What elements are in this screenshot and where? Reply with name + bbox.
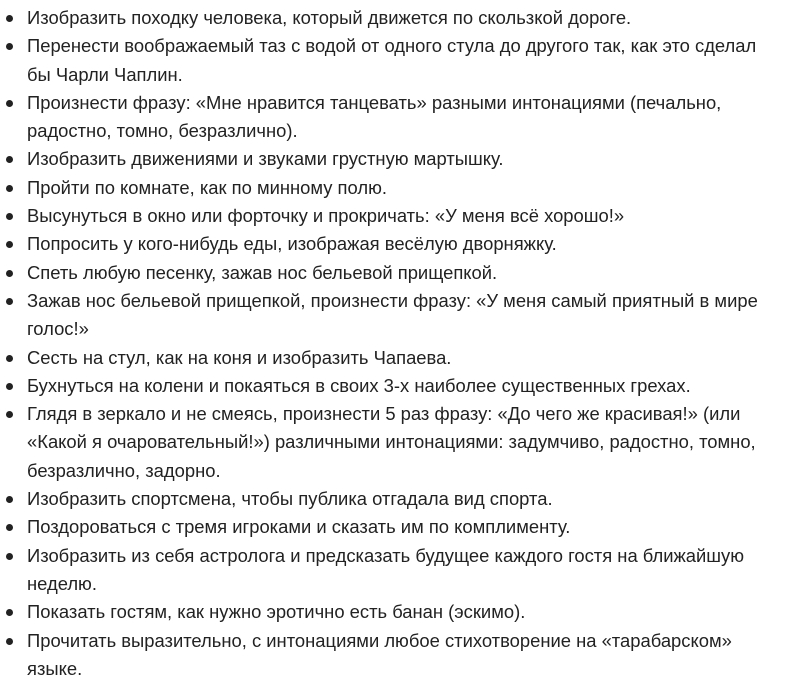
- list-item: [0, 145, 800, 173]
- list-item: [0, 598, 800, 626]
- list-item: [0, 372, 800, 400]
- list-item-text: Попросить у кого-нибудь еды, изображая весёлую дворняжку.: [27, 233, 557, 255]
- bullet-icon: [6, 496, 13, 503]
- bullet-icon: [6, 553, 13, 560]
- list-item-text: Показать гостям, как нужно эротично есть банан (эскимо).: [27, 601, 526, 623]
- list-item-text: Поздороваться с тремя игроками и сказать им по комплименту.: [27, 516, 571, 538]
- list-item-text: Пройти по комнате, как по минному полю.: [27, 176, 387, 198]
- list-item-text: Изобразить из себя астролога и предсказать будущее каждого гостя на ближайшую неделю.: [27, 544, 745, 594]
- bullet-icon: [6, 355, 13, 362]
- bullet-icon: [6, 15, 13, 22]
- list-item: [0, 513, 800, 541]
- list-item-text: Изобразить походку человека, который движется по скользкой дороге.: [27, 7, 632, 28]
- list-item: [0, 287, 800, 344]
- bullet-icon: [6, 213, 13, 220]
- list-item-text: Зажав нос бельевой прищепкой, произнести фразу: «У меня самый приятный в мире голос!»: [27, 289, 758, 340]
- list-item: [0, 202, 800, 230]
- list-item-text: Глядя в зеркало и не смеясь, произнести 5 раз фразу: «До чего же красивая!» (или «Какой я очаровательный!») различными интонациями: задумчиво, радостно, томно, безразлично, задорно.: [27, 403, 756, 481]
- list-item: [0, 344, 800, 372]
- list-item-text: Сесть на стул, как на коня и изобразить Чапаева.: [27, 346, 452, 368]
- bullet-icon: [6, 43, 13, 50]
- bullet-icon: [6, 100, 13, 107]
- list-item-text: Изобразить спортсмена, чтобы публика отгадала вид спорта.: [27, 488, 553, 510]
- list-item: [0, 542, 800, 599]
- list-item-text: Произнести фразу: «Мне нравится танцевать» разными интонациями (печально, радостно, томно, безразлично).: [27, 91, 722, 142]
- bullet-icon: [6, 156, 13, 163]
- bullet-icon: [6, 383, 13, 390]
- list-item: [0, 259, 800, 287]
- list-item: [0, 32, 800, 89]
- bullet-icon: [6, 298, 13, 305]
- list-item-text: Перенести воображаемый таз с водой от одного стула до другого так, как это сделал бы Чарли Чаплин.: [27, 35, 757, 85]
- bullet-icon: [6, 270, 13, 277]
- list-item-text: Высунуться в окно или форточку и прокричать: «У меня всё хорошо!»: [27, 205, 625, 227]
- list-item: [0, 174, 800, 202]
- list-item-text: Спеть любую песенку, зажав нос бельевой прищепкой.: [27, 261, 498, 283]
- list-item: [0, 230, 800, 258]
- list-item-text: Бухнуться на колени и покаяться в своих 3-х наиболее существенных грехах.: [27, 374, 691, 396]
- bullet-icon: [6, 524, 13, 531]
- bullet-icon: [6, 638, 13, 645]
- bullet-icon: [6, 241, 13, 248]
- list-item: [0, 89, 800, 146]
- list-item-text: Изобразить движениями и звуками грустную мартышку.: [27, 148, 504, 170]
- list-item: [0, 4, 800, 32]
- bullet-icon: [6, 609, 13, 616]
- list-item: [0, 485, 800, 513]
- bullet-icon: [6, 411, 13, 418]
- bullet-icon: [6, 185, 13, 192]
- list-item: [0, 627, 800, 683]
- list-item: [0, 400, 800, 485]
- list-item-text: Прочитать выразительно, с интонациями любое стихотворение на «тарабарском» языке.: [27, 629, 732, 679]
